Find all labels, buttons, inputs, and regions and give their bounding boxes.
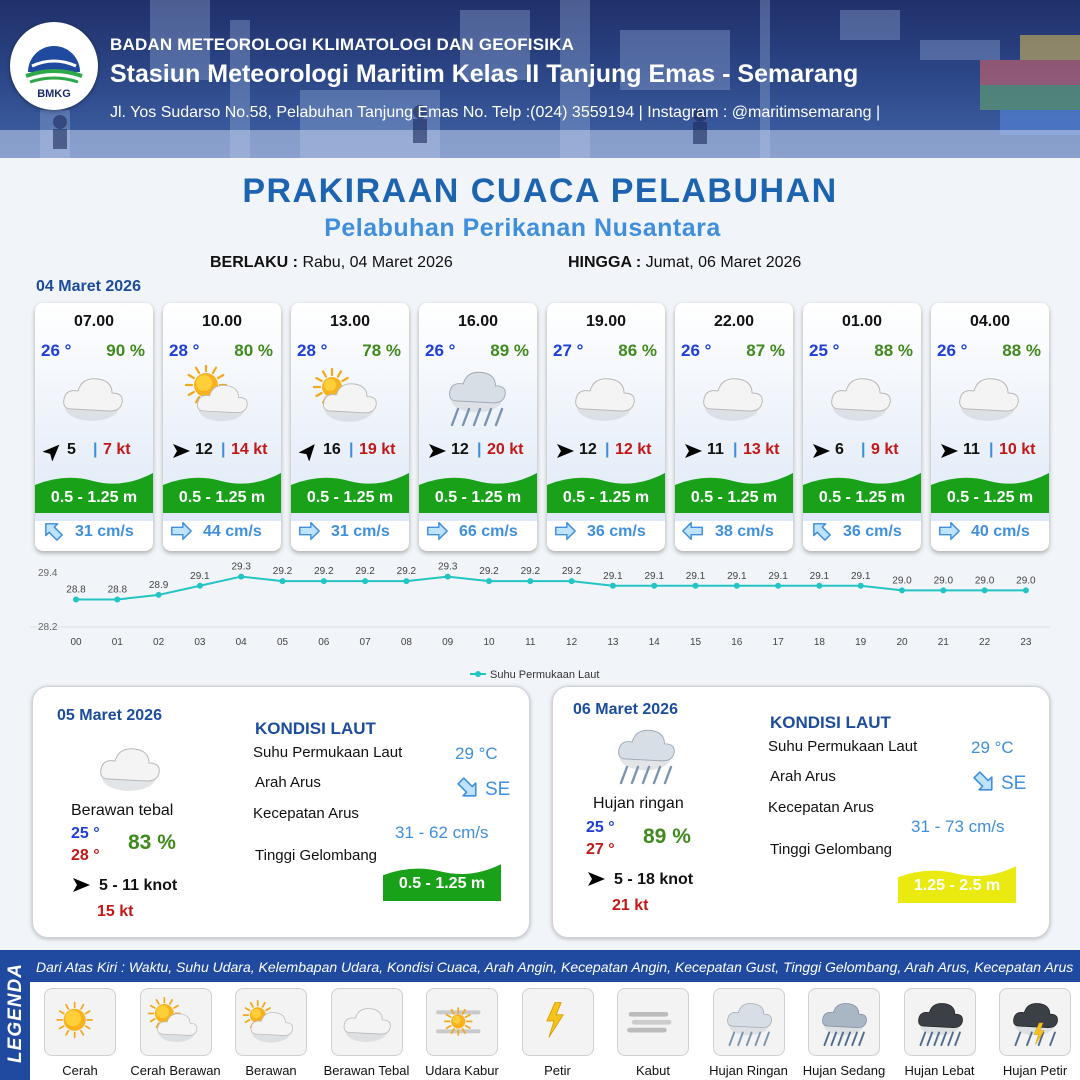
sst-data-label: 29.2: [355, 566, 375, 578]
x-tick-label: 20: [896, 637, 908, 648]
separator: |: [93, 441, 98, 458]
card-wind: [547, 439, 665, 463]
panel-wave-height: 0.5 - 1.25 m: [398, 875, 486, 892]
sst-series-line: [76, 577, 1026, 600]
legend-side-label: LEGENDA: [5, 963, 26, 1063]
legend-icon-box: [617, 988, 689, 1056]
hourly-card: [419, 303, 537, 551]
card-wind-speed: 12: [195, 441, 213, 458]
x-tick-label: 18: [813, 637, 825, 648]
card-wind: [675, 439, 793, 463]
x-tick-label: 16: [731, 637, 743, 648]
legend-item: [607, 988, 699, 1078]
card-time: 16.00: [457, 313, 499, 330]
card-humidity: 86 %: [618, 341, 657, 360]
card-humidity: 89 %: [490, 341, 529, 360]
daily-forecast-panel: [552, 686, 1050, 938]
wind-direction-arrow-icon: [71, 875, 91, 895]
card-temperature: 28 °: [169, 341, 200, 360]
card-wind-speed: 11: [963, 441, 980, 458]
card-wave-height: 0.5 - 1.25 m: [562, 489, 650, 506]
sst-data-point: [362, 578, 368, 584]
current-direction-arrow-icon: [971, 769, 997, 795]
card-wind-speed: 12: [451, 441, 469, 458]
card-temperature: 28 °: [297, 341, 328, 360]
valid-from: [210, 254, 453, 272]
card-wave-height: 0.5 - 1.25 m: [434, 489, 522, 506]
card-wind: [419, 439, 537, 463]
card-current-speed: 38 cm/s: [715, 523, 774, 540]
legend-item: [321, 988, 413, 1078]
panel-temp-min: 25 °: [586, 819, 615, 836]
logo-text: BMKG: [37, 88, 71, 100]
card-wind-gust: 20 kt: [487, 441, 524, 458]
legend-item-label: Berawan: [245, 1063, 297, 1078]
x-tick-label: 08: [400, 637, 412, 648]
panel-wind-speed: 5 - 11 knot: [99, 877, 178, 894]
sst-data-label: 29.0: [933, 575, 954, 587]
card-current-speed: 36 cm/s: [843, 523, 902, 540]
kabut-icon: [624, 995, 684, 1051]
card-humidity: 87 %: [746, 341, 785, 360]
card-current-speed: 40 cm/s: [971, 523, 1030, 540]
sst-data-point: [486, 578, 492, 584]
panel-condition: Berawan tebal: [71, 802, 174, 819]
sst-data-label: 29.1: [685, 570, 706, 582]
legend-item-label: Hujan Ringan: [709, 1063, 788, 1078]
legend-icon-box: [44, 988, 116, 1056]
card-temperature: 26 °: [41, 341, 72, 360]
sst-data-point: [734, 583, 740, 589]
legend-icon-box: [713, 988, 785, 1056]
card-temperature: 26 °: [425, 341, 456, 360]
sst-data-label: 29.2: [561, 566, 582, 578]
legend-item: [989, 988, 1080, 1078]
card-time: 13.00: [329, 313, 371, 330]
hourly-card: [931, 303, 1049, 551]
hourly-card: [35, 303, 153, 551]
sst-data-label: 29.0: [974, 575, 995, 587]
wind-direction-arrow-icon: [939, 441, 959, 461]
hujan-ringan-icon: [607, 723, 687, 787]
header-banner: [0, 0, 1080, 158]
x-tick-label: 14: [648, 637, 660, 648]
valid-from-value: Rabu, 04 Maret 2026: [302, 254, 453, 271]
current-speed-label: Kecepatan Arus: [768, 799, 874, 816]
x-tick-label: 12: [566, 637, 578, 648]
wind-direction-arrow-icon: [586, 869, 606, 889]
card-wind-gust: 14 kt: [231, 441, 268, 458]
legend-icon-box: [999, 988, 1071, 1056]
wind-direction-arrow-icon: [299, 441, 319, 461]
sst-data-label: 29.1: [768, 570, 788, 582]
sea-condition-heading: KONDISI LAUT: [255, 719, 376, 738]
x-tick-label: 22: [979, 637, 991, 648]
cerah-berawan-icon: [184, 365, 260, 429]
card-wind-gust: 9 kt: [871, 441, 899, 458]
panel-condition: Hujan ringan: [593, 795, 684, 812]
current-direction-arrow-icon: [681, 519, 705, 543]
legend-item: [34, 988, 126, 1078]
valid-to-value: Jumat, 06 Maret 2026: [645, 254, 802, 271]
current-direction-arrow-icon: [553, 519, 577, 543]
card-time: 10.00: [201, 313, 243, 330]
berawan-tebal-icon: [568, 365, 644, 429]
legend-marker: [475, 671, 481, 677]
sst-data-label: 29.3: [437, 561, 458, 573]
sst-data-point: [940, 587, 946, 593]
legend-item: [798, 988, 890, 1078]
current-direction-arrow-icon: [809, 519, 833, 543]
current-direction-label: Arah Arus: [255, 774, 321, 791]
x-tick-label: 04: [235, 637, 247, 648]
separator: |: [861, 441, 866, 458]
sst-data-label: 29.1: [190, 570, 210, 582]
berawan-tebal-icon: [952, 365, 1028, 429]
sst-data-label: 28.8: [107, 584, 128, 596]
card-wave-height: 0.5 - 1.25 m: [946, 489, 1034, 506]
card-wave-height: 0.5 - 1.25 m: [306, 489, 394, 506]
legend-icon-box: [904, 988, 976, 1056]
x-tick-label: 23: [1020, 637, 1032, 648]
sst-data-point: [858, 583, 864, 589]
sst-data-label: 29.1: [850, 570, 871, 582]
sst-data-label: 29.2: [314, 566, 334, 578]
card-humidity: 80 %: [234, 341, 273, 360]
berawan-tebal-icon: [91, 735, 171, 799]
current-direction-arrow-icon: [41, 519, 65, 543]
legend-item: [225, 988, 317, 1078]
separator: |: [605, 441, 610, 458]
x-tick-label: 19: [855, 637, 867, 648]
sst-label: Suhu Permukaan Laut: [768, 738, 918, 755]
card-current: [163, 517, 281, 547]
panel-temp-max: 27 °: [586, 841, 615, 858]
panel-wave-height: 1.25 - 2.5 m: [913, 877, 1001, 894]
x-tick-label: 02: [153, 637, 165, 648]
sst-data-point: [569, 578, 575, 584]
legend-item-label: Petir: [544, 1063, 571, 1078]
card-current-speed: 36 cm/s: [587, 523, 646, 540]
sst-data-point: [197, 583, 203, 589]
current-direction-arrow-icon: [455, 775, 481, 801]
x-tick-label: 01: [111, 637, 123, 648]
legend-item-label: Hujan Petir: [1002, 1063, 1068, 1078]
x-tick-label: 09: [442, 637, 454, 648]
agency-name: BADAN METEOROLOGI KLIMATOLOGI DAN GEOFISIKA: [110, 35, 575, 54]
card-current: [291, 517, 409, 547]
sst-data-point: [775, 583, 781, 589]
x-tick-label: 10: [483, 637, 495, 648]
card-wind-speed: 16: [323, 441, 341, 458]
legend-icon-box: [235, 988, 307, 1056]
sst-data-label: 28.9: [148, 579, 169, 591]
card-temperature: 27 °: [553, 341, 584, 360]
card-wind-gust: 10 kt: [999, 441, 1036, 458]
station-address: Jl. Yos Sudarso No.58, Pelabuhan Tanjung Emas No. Telp :(024) 3559194 | Instagram : @maritimsemarang |: [110, 104, 881, 121]
berawan-tebal-icon: [696, 365, 772, 429]
sst-data-label: 29.2: [396, 566, 417, 578]
legend-item-label: Cerah: [62, 1063, 98, 1078]
wave-height-label: Tinggi Gelombang: [255, 847, 378, 864]
hourly-card: [163, 303, 281, 551]
sst-data-label: 29.1: [727, 570, 747, 582]
sst-data-point: [73, 597, 79, 603]
card-current-speed: 31 cm/s: [75, 523, 134, 540]
wind-direction-arrow-icon: [427, 441, 447, 461]
sst-label: Suhu Permukaan Laut: [253, 744, 403, 761]
current-direction-arrow-icon: [425, 519, 449, 543]
hujan-petir-icon: [1006, 995, 1066, 1051]
card-current: [547, 517, 665, 547]
card-wave-height: 0.5 - 1.25 m: [50, 489, 138, 506]
cerah-icon: [51, 995, 111, 1051]
sst-data-point: [816, 583, 822, 589]
card-wind-speed: 12: [579, 441, 597, 458]
hujan-lebat-icon: [911, 995, 971, 1051]
card-wind-gust: 12 kt: [615, 441, 652, 458]
legend-item-label: Cerah Berawan: [130, 1063, 221, 1078]
current-speed-value: 31 - 62 cm/s: [395, 823, 489, 842]
valid-to-label: HINGGA :: [568, 254, 642, 271]
sst-data-point: [1023, 587, 1029, 593]
legend-icon-box: [522, 988, 594, 1056]
card-wind-speed: 5: [67, 441, 76, 458]
sst-data-label: 29.1: [809, 570, 830, 582]
card-time: 19.00: [585, 313, 627, 330]
cerah-berawan-icon: [147, 995, 207, 1051]
sst-data-point: [651, 583, 657, 589]
hujan-sedang-icon: [815, 995, 875, 1051]
berawan-tebal-icon: [56, 365, 132, 429]
legend: [0, 950, 1080, 1080]
daily-forecast-panel: [32, 686, 530, 938]
sst-data-point: [445, 574, 451, 580]
bmkg-logo: [10, 22, 98, 110]
wind-direction-arrow-icon: [43, 441, 63, 461]
sst-data-label: 29.1: [603, 570, 623, 582]
card-wave-height: 0.5 - 1.25 m: [818, 489, 906, 506]
legend-item-label: Hujan Lebat: [904, 1063, 975, 1078]
card-humidity: 88 %: [874, 341, 913, 360]
sst-data-point: [238, 574, 244, 580]
legend-icon-box: [331, 988, 403, 1056]
forecast-date: 04 Maret 2026: [36, 278, 141, 295]
hourly-card: [291, 303, 409, 551]
card-temperature: 26 °: [937, 341, 968, 360]
hujan-ringan-icon: [720, 995, 780, 1051]
legend-item-label: Berawan Tebal: [323, 1063, 410, 1078]
panel-temp-max: 28 °: [71, 847, 100, 864]
card-time: 01.00: [841, 313, 883, 330]
legend-icon-box: [140, 988, 212, 1056]
valid-to: [568, 254, 801, 272]
wave-height-label: Tinggi Gelombang: [770, 841, 893, 858]
card-current: [419, 517, 537, 547]
card-temperature: 25 °: [809, 341, 840, 360]
legend-item: [416, 988, 508, 1078]
sst-data-point: [899, 587, 905, 593]
card-wind-speed: 11: [707, 441, 724, 458]
legend-item: [130, 988, 222, 1078]
x-tick-label: 21: [937, 637, 949, 648]
card-current-speed: 31 cm/s: [331, 523, 390, 540]
card-wind: [163, 439, 281, 463]
legend-description: Dari Atas Kiri : Waktu, Suhu Udara, Kelembapan Udara, Kondisi Cuaca, Arah Angin, Kecepatan Angin, Kecepatan Gust, Tinggi Gelombang, Arah Arus, Kecepatan Arus: [36, 959, 1074, 975]
sst-data-label: 29.1: [644, 570, 664, 582]
panel-wind-gust: 15 kt: [97, 903, 134, 920]
card-current-speed: 44 cm/s: [203, 523, 262, 540]
sea-surface-temperature-chart: [30, 560, 1050, 685]
sst-data-point: [982, 587, 988, 593]
current-direction-arrow-icon: [169, 519, 193, 543]
x-tick-label: 03: [194, 637, 206, 648]
sst-data-point: [610, 583, 616, 589]
card-wind: [931, 439, 1049, 463]
sst-value: 29 °C: [455, 744, 498, 763]
berawan-tebal-icon: [824, 365, 900, 429]
x-tick-label: 00: [70, 637, 82, 648]
legend-label: Suhu Permukaan Laut: [490, 669, 600, 681]
sst-data-label: 29.0: [892, 575, 912, 587]
berawan-icon: [242, 995, 302, 1051]
panel-temp-min: 25 °: [71, 825, 100, 842]
hourly-card: [547, 303, 665, 551]
sea-condition-heading: KONDISI LAUT: [770, 713, 891, 732]
wind-direction-arrow-icon: [683, 441, 703, 461]
legend-item: [703, 988, 795, 1078]
current-speed-value: 31 - 73 cm/s: [911, 817, 1005, 836]
card-humidity: 88 %: [1002, 341, 1041, 360]
sst-data-label: 28.8: [66, 584, 86, 596]
card-current-speed: 66 cm/s: [459, 523, 518, 540]
card-current: [803, 517, 921, 547]
legend-item: [894, 988, 986, 1078]
card-wind-gust: 13 kt: [743, 441, 780, 458]
sst-data-point: [403, 578, 409, 584]
current-direction-value: SE: [1001, 773, 1027, 794]
x-tick-label: 11: [525, 637, 536, 648]
card-wind-gust: 19 kt: [359, 441, 396, 458]
card-wave-height: 0.5 - 1.25 m: [178, 489, 266, 506]
station-name: Stasiun Meteorologi Maritim Kelas II Tanjung Emas - Semarang: [110, 60, 859, 88]
x-tick-label: 15: [689, 637, 702, 648]
legend-item: [512, 988, 604, 1078]
card-temperature: 26 °: [681, 341, 712, 360]
card-humidity: 78 %: [362, 341, 401, 360]
legend-description-bar: [30, 950, 1080, 982]
hourly-card: [803, 303, 921, 551]
sst-data-label: 29.2: [272, 566, 293, 578]
current-direction-arrow-icon: [937, 519, 961, 543]
page-title: PRAKIRAAN CUACA PELABUHAN: [242, 172, 838, 210]
legend-icon-box: [808, 988, 880, 1056]
x-tick-label: 07: [359, 637, 371, 648]
current-direction-value: SE: [485, 779, 511, 800]
sst-data-point: [527, 578, 533, 584]
panel-date: 05 Maret 2026: [57, 707, 162, 724]
separator: |: [733, 441, 738, 458]
card-wave-height: 0.5 - 1.25 m: [690, 489, 778, 506]
panel-wind-gust: 21 kt: [612, 897, 649, 914]
wind-direction-arrow-icon: [171, 441, 191, 461]
card-wind: [291, 439, 409, 463]
separator: |: [221, 441, 226, 458]
card-time: 04.00: [969, 313, 1011, 330]
current-speed-label: Kecepatan Arus: [253, 805, 359, 822]
sst-data-label: 29.2: [520, 566, 541, 578]
panel-humidity: 83 %: [128, 831, 176, 854]
separator: |: [349, 441, 354, 458]
card-current: [931, 517, 1049, 547]
y-tick-label: 29.4: [38, 568, 58, 579]
separator: |: [477, 441, 482, 458]
x-tick-label: 17: [772, 637, 784, 648]
card-wind-speed: 6: [835, 441, 844, 458]
panel-humidity: 89 %: [643, 825, 691, 848]
hourly-card: [675, 303, 793, 551]
petir-icon: [529, 995, 589, 1051]
legend-item-label: Udara Kabur: [425, 1063, 499, 1078]
card-current: [675, 517, 793, 547]
panel-date: 06 Maret 2026: [573, 701, 678, 718]
y-tick-label: 28.2: [38, 622, 58, 633]
legend-item-label: Hujan Sedang: [802, 1063, 886, 1078]
page-subtitle: Pelabuhan Perikanan Nusantara: [324, 214, 721, 242]
x-tick-label: 06: [318, 637, 330, 648]
sst-data-label: 29.2: [479, 566, 499, 578]
sst-data-point: [156, 592, 162, 598]
sst-data-point: [693, 583, 699, 589]
x-tick-label: 13: [607, 637, 619, 648]
hujan-ringan-icon: [440, 365, 516, 429]
current-direction-arrow-icon: [297, 519, 321, 543]
card-time: 07.00: [73, 313, 115, 330]
legend-side-tab: [0, 950, 30, 1080]
card-wind: [35, 439, 153, 463]
berawan-tebal-icon: [338, 995, 398, 1051]
sst-data-label: 29.3: [231, 561, 251, 573]
sst-data-point: [280, 578, 286, 584]
current-direction-label: Arah Arus: [770, 768, 836, 785]
card-wind-gust: 7 kt: [103, 441, 131, 458]
valid-from-label: BERLAKU :: [210, 254, 298, 271]
udara-kabur-icon: [433, 995, 493, 1051]
legend-icon-box: [426, 988, 498, 1056]
wind-direction-arrow-icon: [811, 441, 831, 461]
berawan-icon: [312, 365, 388, 429]
legend-item-label: Kabut: [636, 1063, 670, 1078]
card-wind: [803, 439, 921, 463]
wind-direction-arrow-icon: [555, 441, 575, 461]
card-time: 22.00: [713, 313, 755, 330]
sst-data-point: [321, 578, 327, 584]
card-current: [35, 517, 153, 547]
separator: |: [989, 441, 994, 458]
card-humidity: 90 %: [106, 341, 145, 360]
sst-value: 29 °C: [971, 738, 1014, 757]
sst-data-point: [114, 597, 120, 603]
x-tick-label: 05: [276, 637, 289, 648]
panel-wind-speed: 5 - 18 knot: [614, 871, 694, 888]
sst-data-label: 29.0: [1016, 575, 1036, 587]
